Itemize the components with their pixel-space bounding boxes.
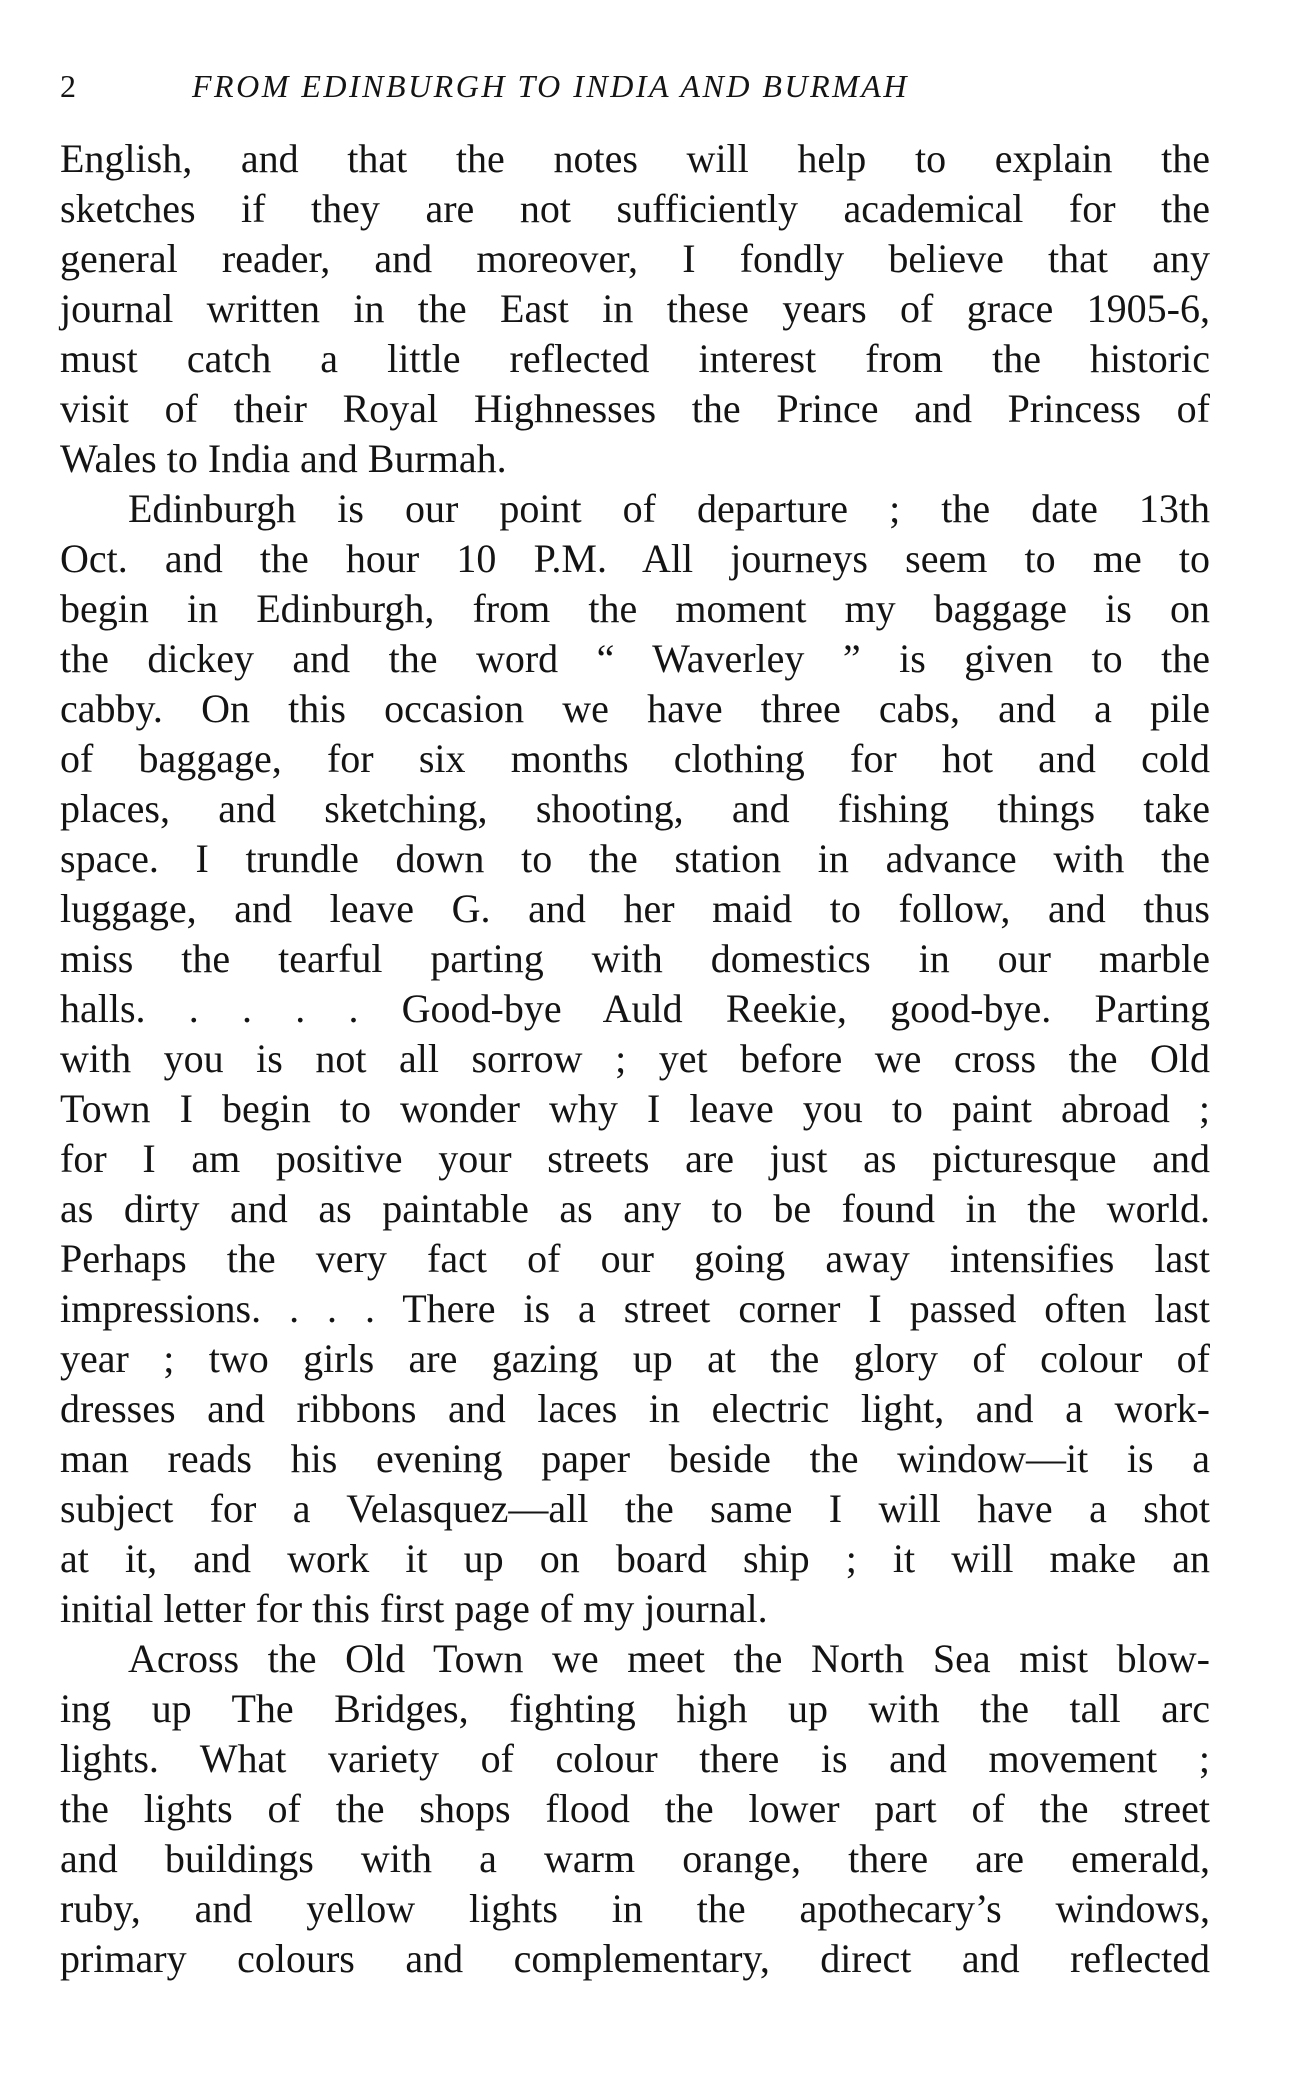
text-line: visit of their Royal Highnesses the Prince and Princess of bbox=[60, 386, 1210, 431]
text-line: Oct. and the hour 10 P.M. All journeys seem to me to bbox=[60, 536, 1210, 581]
text-line: luggage, and leave G. and her maid to follow, and thus bbox=[60, 886, 1210, 931]
body-text bbox=[60, 134, 1210, 1984]
paragraph-2 bbox=[60, 484, 1210, 1634]
text-line: lights. What variety of colour there is and movement ; bbox=[60, 1736, 1210, 1781]
text-line: with you is not all sorrow ; yet before we cross the Old bbox=[60, 1036, 1210, 1081]
book-page bbox=[60, 58, 1210, 1984]
text-line: sketches if they are not sufficiently academical for the bbox=[60, 186, 1210, 231]
text-line: begin in Edinburgh, from the moment my baggage is on bbox=[60, 586, 1210, 631]
text-line: subject for a Velasquez—all the same I will have a shot bbox=[60, 1486, 1210, 1531]
text-line: year ; two girls are gazing up at the glory of colour of bbox=[60, 1336, 1210, 1381]
text-line: Town I begin to wonder why I leave you to paint abroad ; bbox=[60, 1086, 1210, 1131]
text-line: miss the tearful parting with domestics in our marble bbox=[60, 936, 1210, 981]
paragraph-3 bbox=[60, 1634, 1210, 1984]
text-line: at it, and work it up on board ship ; it will make an bbox=[60, 1536, 1210, 1581]
text-line: Across the Old Town we meet the North Sea mist blow- bbox=[128, 1636, 1210, 1681]
text-line: ruby, and yellow lights in the apothecary’s windows, bbox=[60, 1886, 1210, 1931]
text-line: and buildings with a warm orange, there are emerald, bbox=[60, 1836, 1210, 1881]
paragraph-1 bbox=[60, 134, 1210, 484]
text-line: journal written in the East in these years of grace 1905-6, bbox=[60, 286, 1210, 331]
text-line: Wales to India and Burmah. bbox=[60, 436, 507, 481]
text-line: primary colours and complementary, direct and reflected bbox=[60, 1936, 1210, 1981]
text-line: Perhaps the very fact of our going away intensifies last bbox=[60, 1236, 1210, 1281]
text-line: English, and that the notes will help to explain the bbox=[60, 136, 1210, 181]
page-header bbox=[60, 58, 1210, 114]
text-line: must catch a little reflected interest from the historic bbox=[60, 336, 1210, 381]
text-line: for I am positive your streets are just as picturesque and bbox=[60, 1136, 1210, 1181]
text-line: initial letter for this first page of my journal. bbox=[60, 1586, 768, 1631]
text-line: space. I trundle down to the station in advance with the bbox=[60, 836, 1210, 881]
text-line: the dickey and the word “ Waverley ” is given to the bbox=[60, 636, 1210, 681]
running-title: FROM EDINBURGH TO INDIA AND BURMAH bbox=[192, 68, 909, 104]
text-line: of baggage, for six months clothing for hot and cold bbox=[60, 736, 1210, 781]
page-number: 2 bbox=[60, 68, 76, 104]
text-line: places, and sketching, shooting, and fishing things take bbox=[60, 786, 1210, 831]
text-line: halls. . . . . Good-bye Auld Reekie, good-bye. Parting bbox=[60, 986, 1210, 1031]
text-line: general reader, and moreover, I fondly believe that any bbox=[60, 236, 1210, 281]
text-line: as dirty and as paintable as any to be found in the world. bbox=[60, 1186, 1210, 1231]
text-line: impressions. . . . There is a street corner I passed often last bbox=[60, 1286, 1210, 1331]
text-line: Edinburgh is our point of departure ; the date 13th bbox=[128, 486, 1210, 531]
text-line: ing up The Bridges, fighting high up with the tall arc bbox=[60, 1686, 1210, 1731]
text-line: the lights of the shops flood the lower part of the street bbox=[60, 1786, 1210, 1831]
text-line: cabby. On this occasion we have three cabs, and a pile bbox=[60, 686, 1210, 731]
text-line: man reads his evening paper beside the window—it is a bbox=[60, 1436, 1210, 1481]
text-line: dresses and ribbons and laces in electric light, and a work- bbox=[60, 1386, 1210, 1431]
